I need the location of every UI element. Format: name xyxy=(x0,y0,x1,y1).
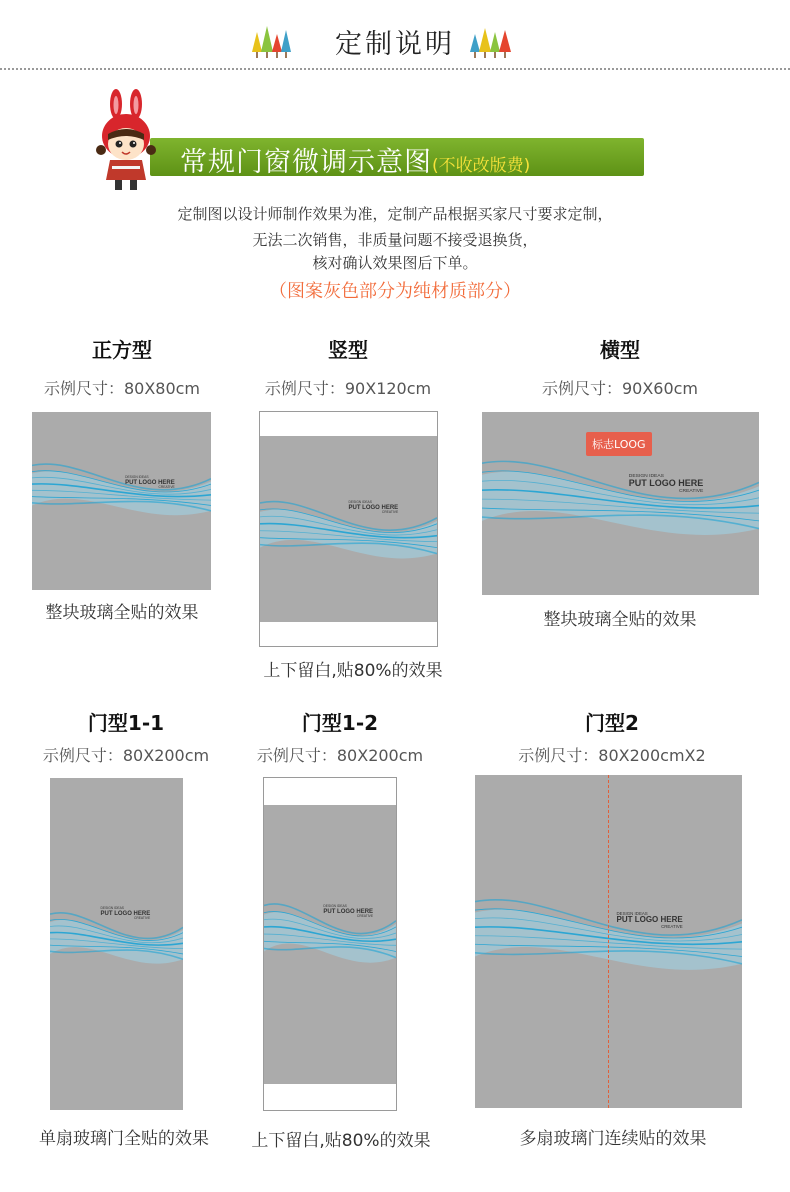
type-door-2-preview xyxy=(475,775,742,1108)
type-door-1-2-size: 示例尺寸：80X200cm xyxy=(256,746,424,765)
wave-graphic xyxy=(260,436,437,622)
banner-title-text: 常规门窗微调示意图 xyxy=(180,147,432,178)
type-vertical-title: 竖型 xyxy=(328,338,368,362)
type-door-1-1-title: 门型1-1 xyxy=(87,711,165,735)
type-vertical-size: 示例尺寸：90X120cm xyxy=(264,379,432,398)
type-vertical-preview xyxy=(260,436,437,622)
type-horizontal-caption: 整块玻璃全贴的效果 xyxy=(543,610,697,630)
logo-line3: CREATIVE xyxy=(381,509,399,514)
logo-badge: 标志LOOG xyxy=(586,432,652,456)
type-horizontal-preview xyxy=(482,412,759,595)
logo-line2: PUT LOGO HERE xyxy=(100,910,151,917)
header-divider xyxy=(0,68,790,70)
type-door-1-1-size: 示例尺寸：80X200cm xyxy=(42,746,210,765)
mascot-girl-icon xyxy=(92,88,162,192)
logo-line2: PUT LOGO HERE xyxy=(348,504,399,511)
door-split-line xyxy=(608,775,609,1108)
logo-line2: PUT LOGO HERE xyxy=(616,915,683,925)
type-door-2-size: 示例尺寸：80X200cmX2 xyxy=(518,746,706,765)
logo-line1: DESIGN IDEAS xyxy=(616,910,648,916)
logo-placeholder xyxy=(617,912,683,930)
wave-graphic xyxy=(50,778,183,1110)
type-horizontal-title: 横型 xyxy=(600,338,640,362)
notice-line-1: 定制图以设计师制作效果为准，定制产品根据买家尺寸要求定制， xyxy=(177,205,613,223)
logo-line2: PUT LOGO HERE xyxy=(323,908,374,915)
logo-placeholder xyxy=(101,907,151,920)
type-door-1-2-preview xyxy=(264,805,396,1084)
logo-line3: CREATIVE xyxy=(356,914,374,919)
type-door-2-caption: 多扇玻璃门连续贴的效果 xyxy=(519,1129,707,1149)
banner-title xyxy=(180,140,530,179)
type-square-size: 示例尺寸：80X80cm xyxy=(43,379,201,398)
logo-line3: CREATIVE xyxy=(678,488,704,494)
logo-line2: PUT LOGO HERE xyxy=(628,478,704,489)
logo-placeholder xyxy=(323,905,373,918)
type-door-1-1-caption: 单扇玻璃门全贴的效果 xyxy=(39,1129,209,1149)
wave-graphic xyxy=(32,412,211,590)
page-title: 定制说明 xyxy=(335,29,455,60)
type-door-1-2-title: 门型1-2 xyxy=(301,711,379,735)
trees-icon-right xyxy=(464,22,518,60)
type-square-title: 正方型 xyxy=(92,338,152,362)
logo-line3: CREATIVE xyxy=(133,916,151,921)
notice-line-3: 核对确认效果图后下单。 xyxy=(312,254,478,272)
type-door-2-title: 门型2 xyxy=(585,711,639,735)
type-square-preview xyxy=(32,412,211,590)
notice-line-2: 无法二次销售，非质量问题不接受退换货， xyxy=(252,231,538,249)
banner-subtitle: (不收改版费) xyxy=(432,156,531,176)
logo-line1: DESIGN IDEAS xyxy=(628,474,664,480)
logo-line3: CREATIVE xyxy=(661,923,683,929)
logo-line1: DESIGN IDEAS xyxy=(348,500,372,505)
type-horizontal-size: 示例尺寸：90X60cm xyxy=(541,379,699,398)
type-door-1-1-preview xyxy=(50,778,183,1110)
wave-graphic xyxy=(264,805,396,1084)
type-door-1-2-caption: 上下留白,贴80%的效果 xyxy=(251,1131,431,1151)
logo-line2: PUT LOGO HERE xyxy=(125,479,175,486)
logo-placeholder xyxy=(349,501,399,514)
type-vertical-caption: 上下留白,贴80%的效果 xyxy=(263,661,443,681)
logo-line1: DESIGN IDEAS xyxy=(125,475,149,480)
logo-placeholder xyxy=(125,476,175,489)
logo-line1: DESIGN IDEAS xyxy=(100,906,124,911)
logo-line3: CREATIVE xyxy=(158,484,175,489)
logo-line1: DESIGN IDEAS xyxy=(323,904,347,909)
logo-placeholder xyxy=(629,474,704,494)
notice-highlight: （图案灰色部分为纯材质部分） xyxy=(269,281,521,302)
type-square-caption: 整块玻璃全贴的效果 xyxy=(45,603,199,623)
